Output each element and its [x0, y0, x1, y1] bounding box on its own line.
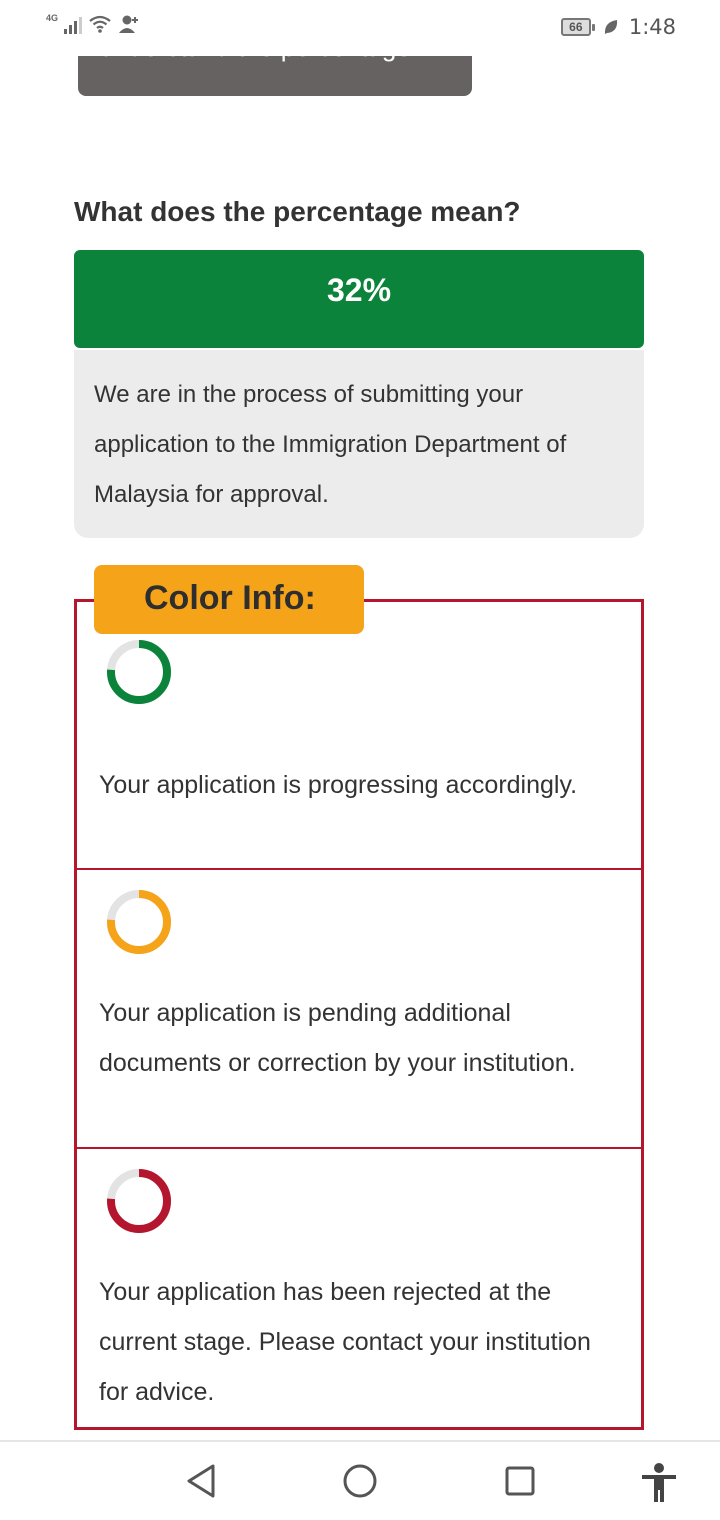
clock: 1:48: [628, 15, 676, 39]
home-circle-icon[interactable]: [342, 1462, 378, 1500]
percentage-bar: 32%: [74, 250, 644, 348]
status-right: [561, 15, 676, 39]
signal-icon: [64, 14, 82, 34]
recents-square-icon[interactable]: [503, 1462, 537, 1500]
red-progress-ring-icon: [105, 1167, 173, 1235]
wifi-icon: [88, 14, 112, 34]
navigation-bar: [0, 1440, 720, 1520]
leaf-icon: [603, 18, 619, 36]
percentage-heading: What does the percentage mean?: [74, 196, 521, 227]
status-left: [46, 14, 140, 34]
orange-progress-ring-icon: [105, 888, 173, 956]
color-info-title: Color Info:: [94, 565, 364, 634]
legend-text-green: Your application is progressing accordingly.: [99, 771, 578, 799]
green-progress-ring-icon: [105, 638, 173, 706]
legend-item-orange: [77, 870, 641, 1149]
legend-text-red: Your application has been rejected at the current stage. Please contact your institution for advice.: [99, 1278, 591, 1406]
color-legend: [74, 599, 644, 1430]
battery-icon: 66: [561, 18, 591, 36]
legend-text-orange: Your application is pending additional documents or correction by your institution.: [99, 999, 576, 1077]
percentage-description: We are in the process of submitting your application to the Immigration Department of Malaysia for approval.: [74, 350, 644, 538]
accessibility-icon[interactable]: [640, 1462, 678, 1504]
back-triangle-icon[interactable]: [184, 1462, 218, 1500]
legend-item-red: [77, 1149, 641, 1427]
legend-item-green: [77, 602, 641, 870]
user-add-icon: [118, 14, 140, 34]
network-type: 4G: [46, 13, 59, 23]
status-bar: [0, 0, 720, 56]
